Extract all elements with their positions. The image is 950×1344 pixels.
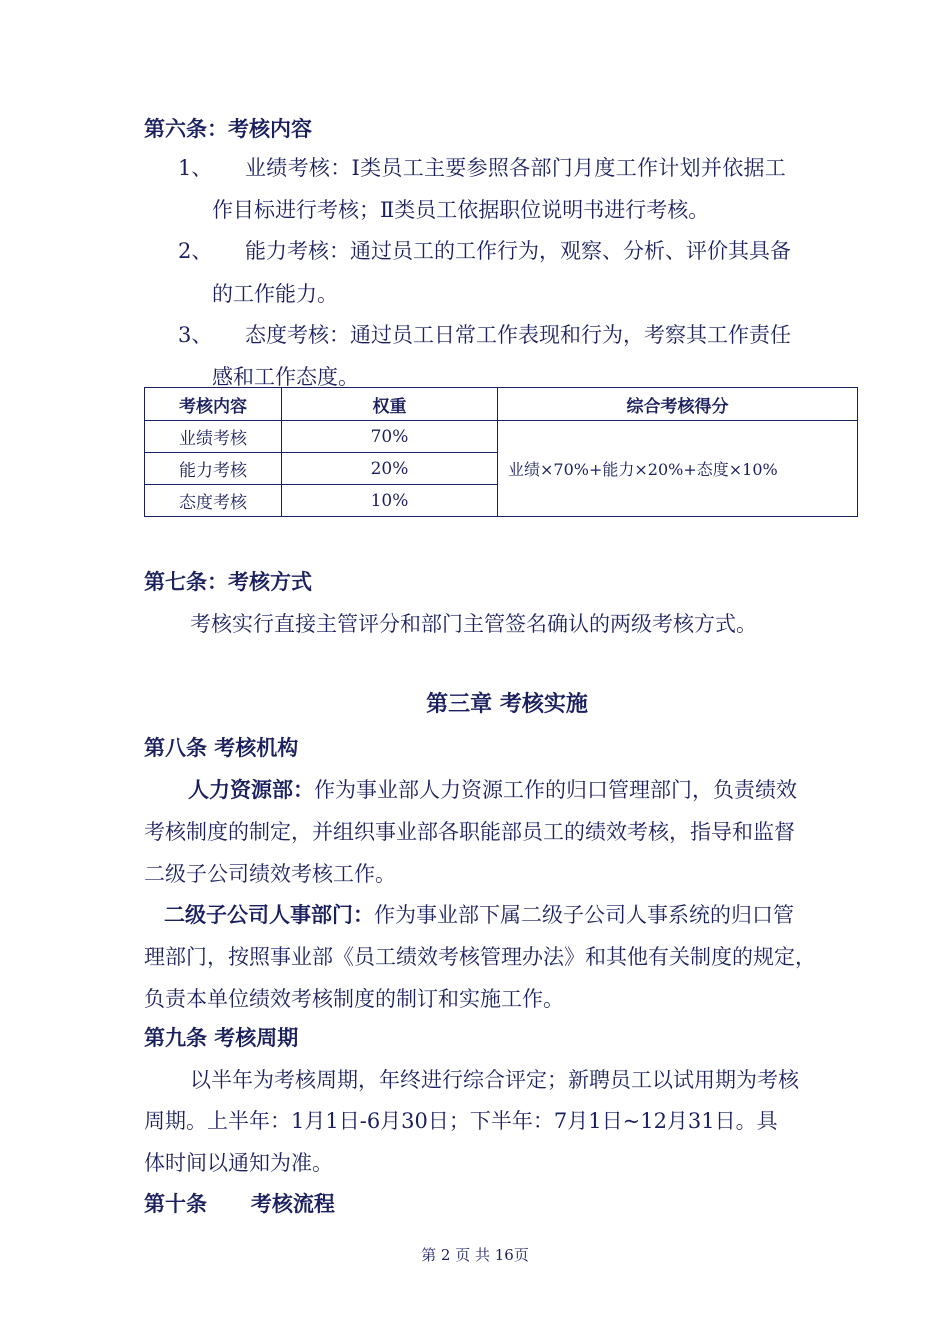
- paragraph-line: 考核制度的制定，并组织事业部各职能部员工的绩效考核，指导和监督: [144, 820, 795, 844]
- paragraph-line: 负责本单位绩效考核制度的制订和实施工作。: [144, 987, 564, 1011]
- paragraph-text: 作为事业部人力资源工作的归口管理部门，负责绩效: [314, 778, 797, 802]
- paragraph-line: 以半年为考核周期，年终进行综合评定；新聘员工以试用期为考核: [190, 1068, 799, 1092]
- paragraph-label: 二级子公司人事部门：: [164, 903, 374, 927]
- article-7-text: 考核实行直接主管评分和部门主管签名确认的两级考核方式。: [190, 612, 757, 636]
- paragraph-line: 二级子公司绩效考核工作。: [144, 862, 396, 886]
- table-row: [145, 421, 858, 453]
- article-6-title: 第六条：考核内容: [144, 117, 312, 141]
- list-item-number: 3、: [178, 323, 213, 347]
- table-cell-weight: 10%: [282, 485, 498, 517]
- table-cell-item: 态度考核: [145, 485, 282, 517]
- paragraph-line: 体时间以通知为准。: [144, 1151, 333, 1175]
- list-item-text: 业绩考核：Ⅰ类员工主要参照各部门月度工作计划并依据工: [245, 156, 787, 180]
- article-9-title: 第九条 考核周期: [144, 1026, 299, 1050]
- list-item-text: 态度考核：通过员工日常工作表现和行为，考察其工作责任: [245, 323, 791, 347]
- paragraph-label: 人力资源部：: [188, 778, 314, 802]
- paragraph-line: 周期。上半年：1月1日-6月30日；下半年：7月1日~12月31日。具: [144, 1109, 778, 1133]
- table-cell-formula: 业绩×70%+能力×20%+态度×10%: [498, 421, 858, 517]
- assessment-weight-table: [144, 387, 858, 517]
- table-cell-weight: 70%: [282, 421, 498, 453]
- list-item-number: 2、: [178, 239, 213, 263]
- table-header-cell: 考核内容: [145, 388, 282, 421]
- article-10-title: 第十条 考核流程: [144, 1192, 335, 1216]
- list-item-text: 的工作能力。: [212, 282, 338, 306]
- paragraph-text: 作为事业部下属二级子公司人事系统的归口管: [374, 903, 794, 927]
- article-7-title: 第七条：考核方式: [144, 570, 312, 594]
- list-item-number: 1、: [178, 156, 213, 180]
- list-item-text: 作目标进行考核；Ⅱ类员工依据职位说明书进行考核。: [212, 198, 710, 222]
- table-header-row: [145, 388, 858, 421]
- list-item-text: 感和工作态度。: [212, 365, 359, 389]
- table-cell-item: 业绩考核: [145, 421, 282, 453]
- list-item-text: 能力考核：通过员工的工作行为，观察、分析、评价其具备: [245, 239, 791, 263]
- chapter-title: 第三章 考核实施: [426, 692, 588, 717]
- table-header-cell: 权重: [282, 388, 498, 421]
- paragraph-line: 理部门，按照事业部《员工绩效考核管理办法》和其他有关制度的规定，: [144, 945, 816, 969]
- table-cell-item: 能力考核: [145, 453, 282, 485]
- article-8-title: 第八条 考核机构: [144, 736, 299, 760]
- table-header-cell: 综合考核得分: [498, 388, 858, 421]
- table-cell-weight: 20%: [282, 453, 498, 485]
- paragraph-line: [188, 777, 797, 803]
- paragraph-line: [164, 902, 794, 928]
- page-footer: 第 2 页 共 16页: [421, 1246, 529, 1264]
